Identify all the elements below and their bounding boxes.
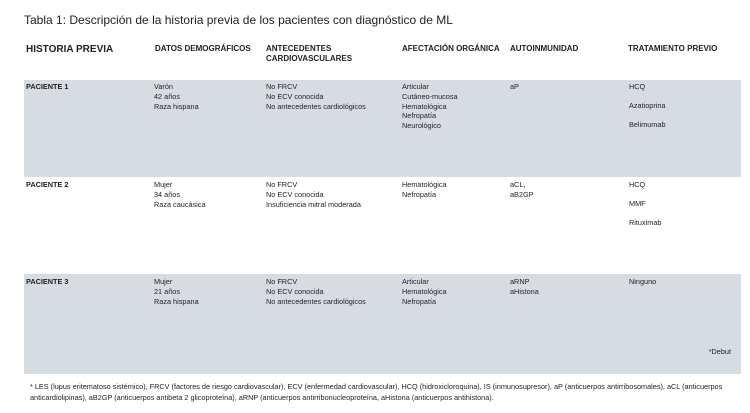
cardio-cell — [266, 180, 361, 209]
cardio-line: No antecedentes cardiológicos — [266, 296, 366, 306]
patient-label: PACIENTE 1 — [26, 82, 69, 91]
autoimmunity-cell — [510, 82, 519, 92]
patient-label: PACIENTE 2 — [26, 180, 69, 189]
auto-line: aCL, — [510, 180, 526, 189]
organ-line: Cutáneo-mucosa — [402, 91, 458, 101]
treatment-cell — [629, 180, 661, 227]
cardio-line: Insuficiencia mitral moderada — [266, 199, 361, 209]
demo-line: Varón — [154, 82, 173, 91]
organ-line: Hematológica — [402, 180, 447, 189]
debut-note: *Debut — [708, 347, 731, 356]
organ-line: Articular — [402, 277, 429, 286]
auto-line: aB2GP — [510, 189, 534, 199]
header-datos-demograficos: DATOS DEMOGRÁFICOS — [155, 44, 251, 53]
table-row-paciente-3 — [24, 274, 741, 374]
treatment-line: HCQ — [629, 180, 646, 189]
organ-cell — [402, 82, 458, 131]
treatment-cell — [629, 82, 666, 129]
auto-line: aP — [510, 82, 519, 91]
cardio-line: No FRCV — [266, 82, 298, 91]
cardio-line: No antecedentes cardiológicos — [266, 101, 366, 111]
demo-line: Mujer — [154, 180, 173, 189]
organ-line: Neurológico — [402, 121, 441, 131]
treatment-line: Rituximab — [629, 217, 662, 227]
treatment-cell — [629, 277, 656, 287]
demo-line: 34 años — [154, 189, 180, 199]
cardio-line: No ECV conocida — [266, 91, 324, 101]
autoimmunity-cell — [510, 180, 534, 200]
organ-line: Nefropatía — [402, 296, 437, 306]
header-antecedentes-line2: CARDIOVASCULARES — [266, 54, 353, 63]
organ-cell — [402, 277, 447, 306]
auto-line: aHistona — [510, 286, 539, 296]
demographics-cell — [154, 82, 199, 111]
treatment-line: MMF — [629, 198, 646, 208]
header-antecedentes-line1: ANTECEDENTES — [266, 44, 332, 53]
auto-line: aRNP — [510, 277, 530, 286]
treatment-line: Azatioprina — [629, 100, 666, 110]
demo-line: Raza hispana — [154, 296, 199, 306]
treatment-line: Belimumab — [629, 119, 666, 129]
treatment-line: Ninguno — [629, 277, 657, 286]
demographics-cell — [154, 180, 206, 209]
organ-line: Articular — [402, 82, 429, 91]
demo-line: Raza caucásica — [154, 199, 206, 209]
header-antecedentes — [266, 44, 352, 64]
demo-line: Raza hispana — [154, 101, 199, 111]
organ-line: Nefropatía — [402, 189, 437, 199]
header-tratamiento-previo: TRATAMIENTO PREVIO — [628, 44, 718, 53]
cardio-line: No FRCV — [266, 180, 298, 189]
footnote: * LES (lupus eritematoso sistémico), FRCV (factores de riesgo cardiovascular), ECV (enfermedad cardiovascular), HCQ (hidroxicloroquina), IS (inmunosupresor), aP (anticuerpos antirribosomales), aCL (anticuerpos anticardiolipinas), aB2GP (anticuerpos antibeta 2 glicoproteína), aRNP (anticuerpos antirribonucleoproteína, aHistona (anticuerpos antihistona). — [30, 382, 723, 402]
table-row-paciente-1 — [24, 80, 741, 177]
header-afectacion-organica: AFECTACIÓN ORGÁNICA — [402, 44, 500, 53]
organ-cell — [402, 180, 447, 200]
patient-label: PACIENTE 3 — [26, 277, 69, 286]
demo-line: 42 años — [154, 91, 180, 101]
cardio-line: No ECV conocida — [266, 189, 324, 199]
demo-line: Mujer — [154, 277, 173, 286]
cardio-cell — [266, 82, 366, 111]
demographics-cell — [154, 277, 199, 306]
header-autoinmunidad: AUTOINMUNIDAD — [510, 44, 579, 53]
autoimmunity-cell — [510, 277, 539, 297]
organ-line: Hematológica — [402, 286, 447, 296]
table-caption: Tabla 1: Descripción de la historia previa de los pacientes con diagnóstico de ML — [24, 13, 453, 27]
treatment-line: HCQ — [629, 82, 646, 91]
organ-line: Nefropatía — [402, 111, 437, 121]
cardio-line: No ECV conocida — [266, 286, 324, 296]
organ-line: Hematológica — [402, 101, 447, 111]
header-historia-previa: HISTORIA PREVIA — [26, 44, 114, 55]
demo-line: 21 años — [154, 286, 180, 296]
cardio-cell — [266, 277, 366, 306]
cardio-line: No FRCV — [266, 277, 298, 286]
table-row-paciente-2 — [24, 177, 741, 274]
